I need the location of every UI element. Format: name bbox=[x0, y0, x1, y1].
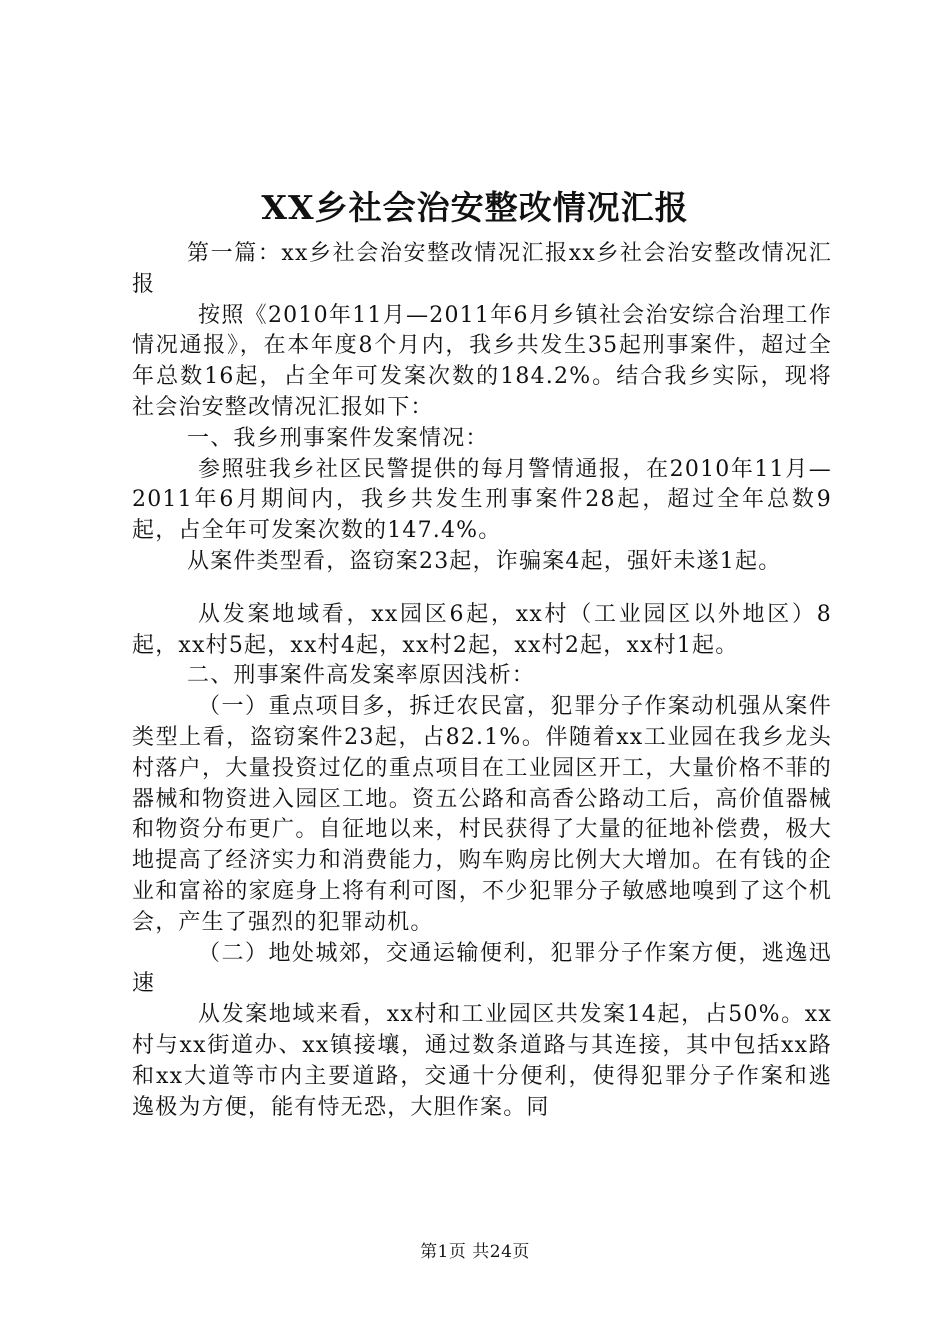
section-heading-1: 一、我乡刑事案件发案情况： bbox=[187, 425, 489, 451]
paragraph-reason-1: （一）重点项目多，拆迁农民富，犯罪分子作案动机强从案件类型上看，盗窃案件23起，占82.1%。伴随着xx工业园在我乡龙头村落户，大量投资过亿的重点项目在工业园区开工，大量价格不菲的器械和物资进入园区工地。资五公路和高香公路动工后，高价值器械和物资分布更广。自征地以来，村民获得了大量的征地补偿费，极大地提高了经济实力和消费能力，购车购房比例大大增加。在有钱的企业和富裕的家庭身上将有利可图，不少犯罪分子敏感地嗅到了这个机会，产生了强烈的犯罪动机。 bbox=[132, 694, 832, 935]
paragraph-reason-2-body: 从发案地域来看，xx村和工业园区共发案14起，占50%。xx村与xx街道办、xx镇接壤，通过数条道路与其连接，其中包括xx路和xx大道等市内主要道路，交通十分便利，使得犯罪分子作案和逃逸极为方便，能有恃无恐，大胆作案。同 bbox=[132, 1002, 832, 1120]
paragraph-intro: 第一篇：xx乡社会治安整改情况汇报xx乡社会治安整改情况汇报 bbox=[132, 241, 832, 297]
paragraph-case-types: 从案件类型看，盗窃案23起，诈骗案4起，强奸未遂1起。 bbox=[187, 548, 782, 574]
paragraph-case-regions: 从发案地域看，xx园区6起，xx村（工业园区以外地区）8起，xx村5起，xx村4起，xx村2起，xx村2起，xx村1起。 bbox=[132, 601, 832, 658]
section-heading-2: 二、刑事案件高发案率原因浅析： bbox=[187, 663, 536, 689]
document-body bbox=[132, 239, 832, 1123]
paragraph-police-report: 参照驻我乡社区民警提供的每月警情通报，在2010年11月—2011年6月期间内，我乡共发生刑事案件28起，超过全年总数9起，占全年可发案次数的147.4%。 bbox=[132, 456, 832, 544]
blank-line bbox=[132, 578, 832, 600]
paragraph-overview: 按照《2010年11月—2011年6月乡镇社会治安综合治理工作情况通报》，在本年度8个月内，我乡共发生35起刑事案件，超过全年总数16起，占全年可发案次数的184.2%。结合我乡实际，现将社会治安整改情况汇报如下： bbox=[132, 302, 832, 420]
document-title: XX乡社会治安整改情况汇报 bbox=[261, 188, 689, 227]
page-number-footer: 第1页 共24页 bbox=[420, 1242, 530, 1262]
paragraph-reason-2-heading: （二）地处城郊，交通运输便利，犯罪分子作案方便，逃逸迅速 bbox=[132, 940, 832, 997]
